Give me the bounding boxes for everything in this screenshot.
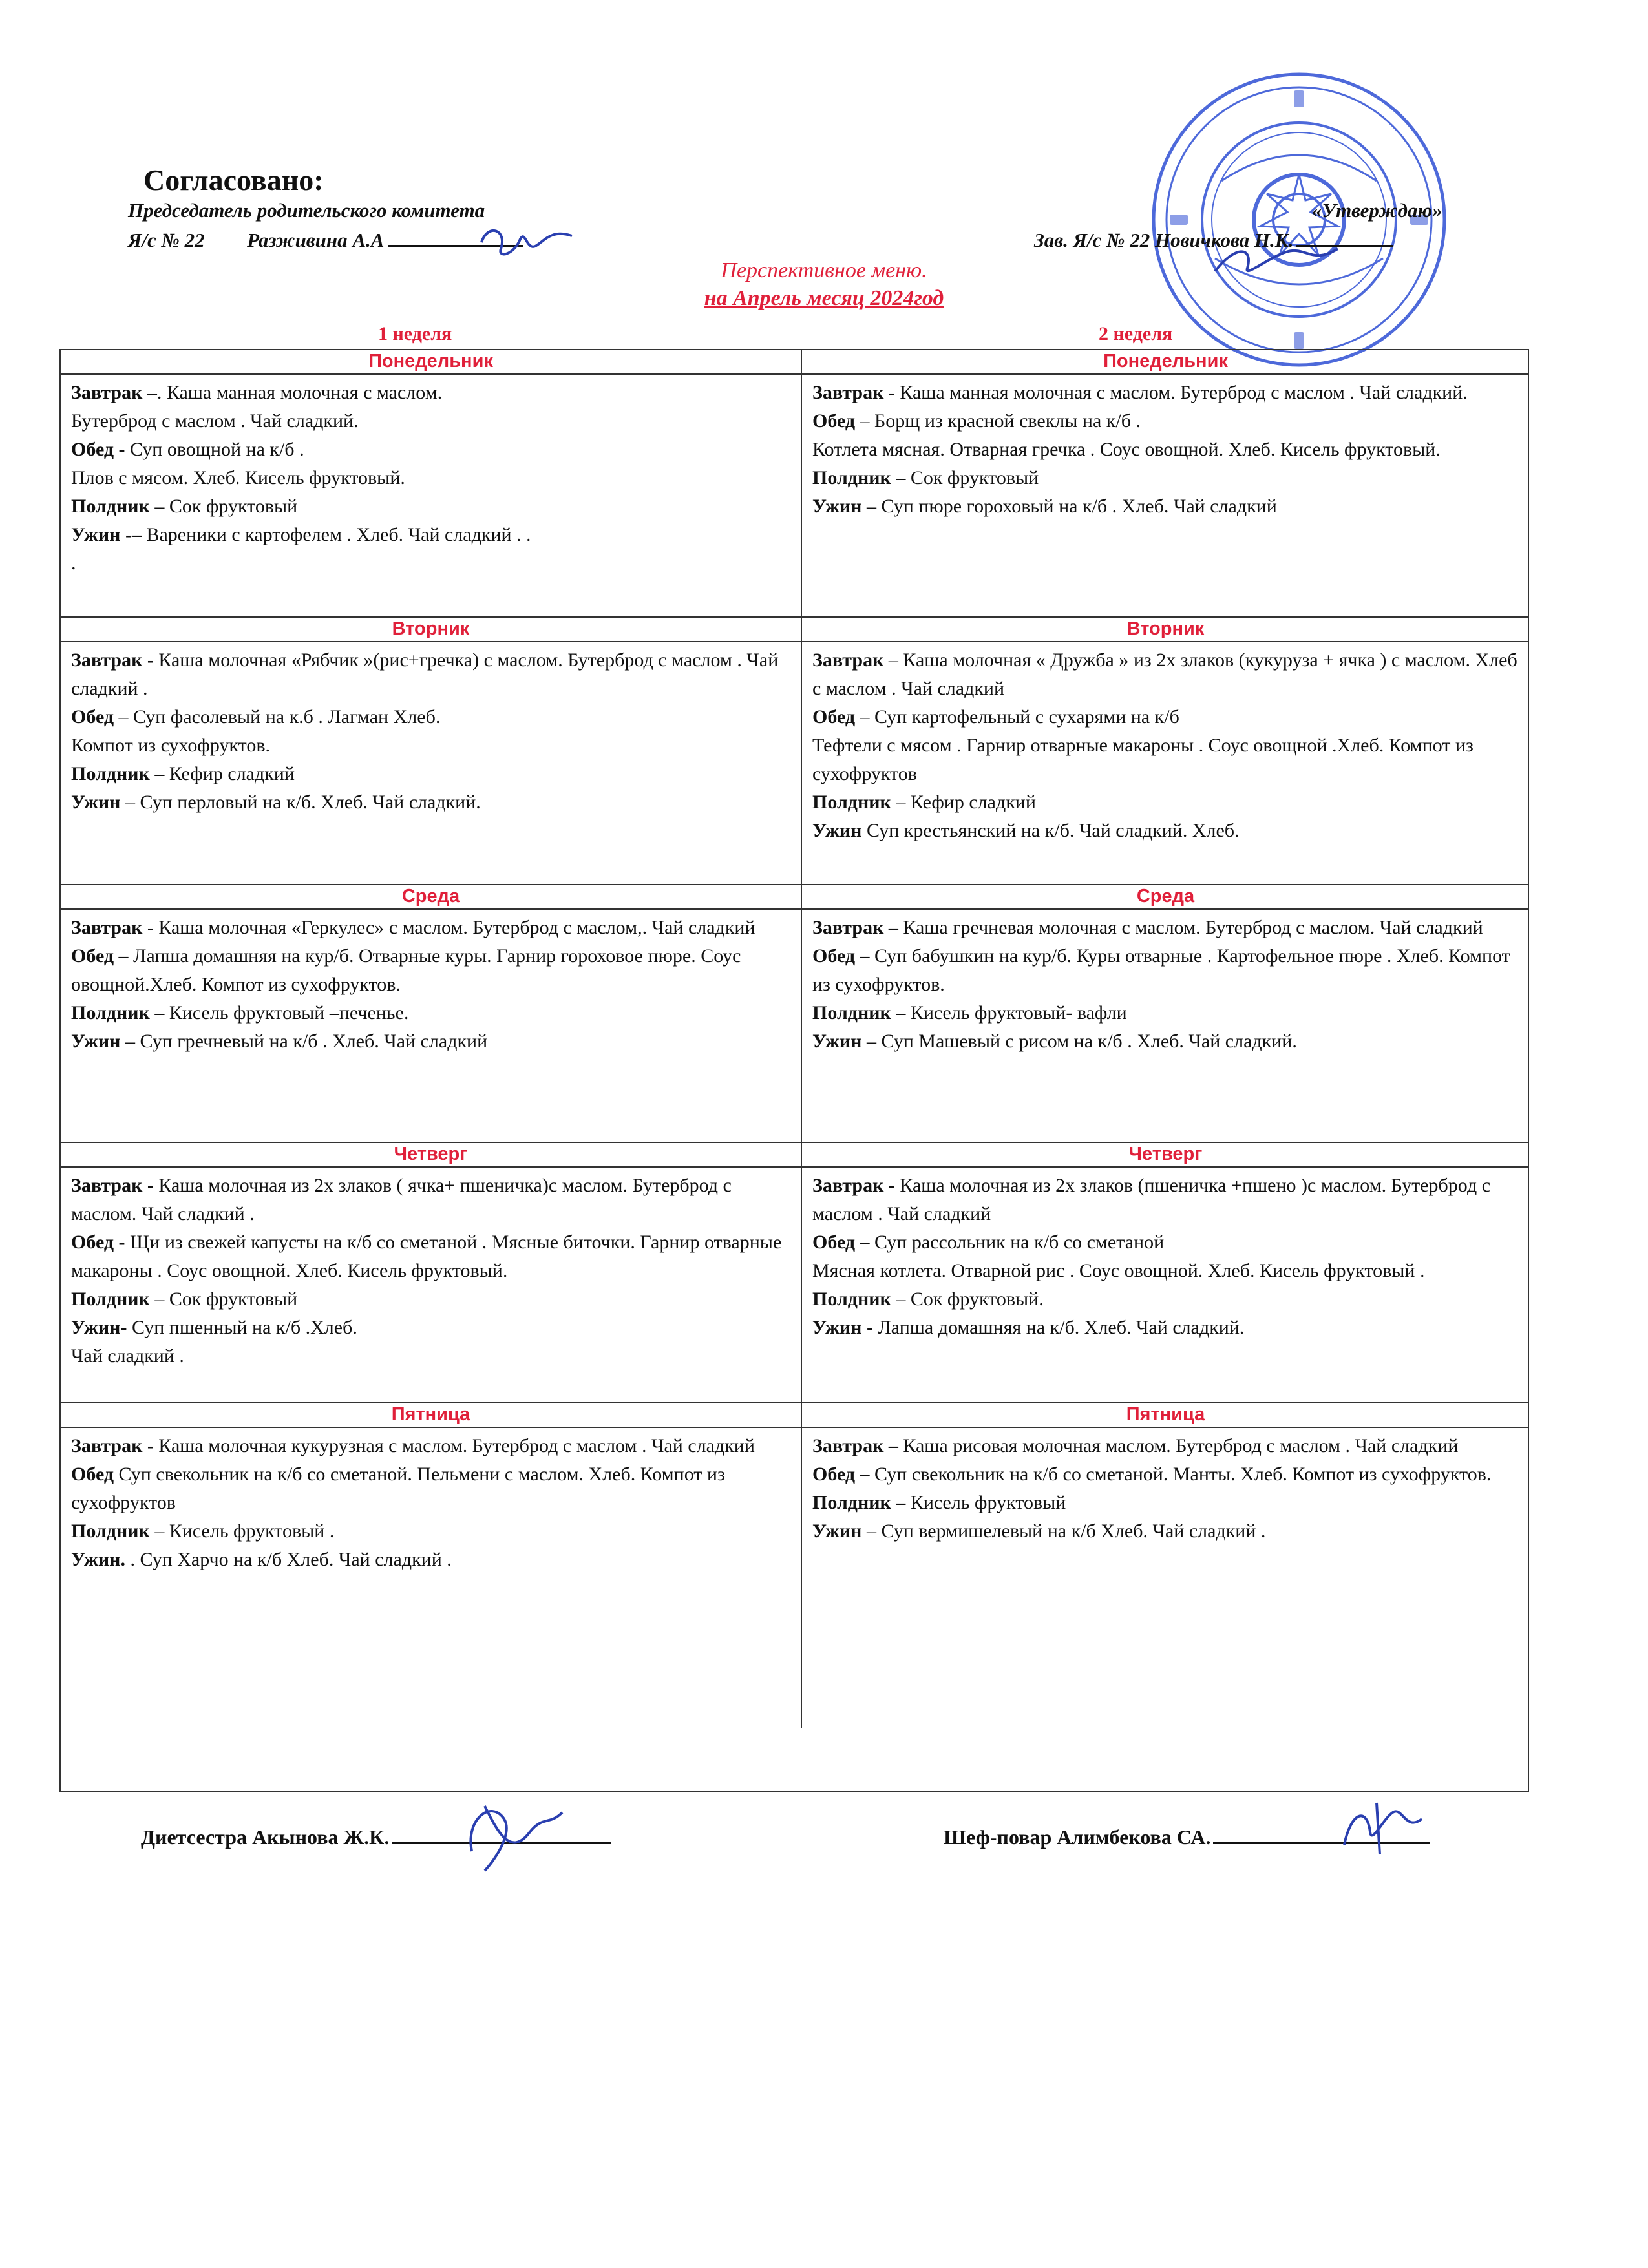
meal-text: Каша молочная из 2х злаков ( ячка+ пшеничка)с маслом. Бутерброд с маслом. Чай сладкий . — [71, 1175, 732, 1224]
meal-label: Полдник — [71, 1288, 150, 1310]
meal-text: – Кисель фруктовый- вафли — [891, 1002, 1127, 1024]
meal-text: Компот из сухофруктов. — [71, 735, 270, 756]
meal-text: – Кисель фруктовый . — [149, 1520, 335, 1542]
meal-text: Суп крестьянский на к/б. Чай сладкий. Хлеб. — [861, 820, 1240, 841]
meal-text: – Кисель фруктовый –печенье. — [149, 1002, 409, 1024]
dietsister-signature-line — [141, 1825, 611, 1849]
meal-label: Ужин — [71, 1031, 121, 1052]
meal-text: Лапша домашняя на кур/б. Отварные куры. Гарнир гороховое пюре. Соус овощной.Хлеб. Компот из сухофруктов. — [71, 945, 741, 995]
meal-text: – Суп пюре гороховый на к/б . Хлеб. Чай сладкий — [861, 496, 1277, 517]
week-2-label: 2 неделя — [1099, 323, 1173, 344]
meal-line — [71, 1517, 792, 1546]
meal-label: Завтрак - — [71, 649, 154, 671]
meal-line — [71, 379, 792, 407]
meal-label: Завтрак - — [71, 1435, 154, 1456]
meal-label: Полдник — [71, 496, 150, 517]
menu-title: Перспективное меню. — [721, 258, 927, 282]
meal-text: . Суп Харчо на к/б Хлеб. Чай сладкий . — [125, 1549, 452, 1570]
day-header-week2: Понедельник — [802, 350, 1529, 375]
meal-line — [812, 1432, 1520, 1460]
chef-name: Шеф-повар Алимбекова СА. — [944, 1825, 1211, 1849]
meal-text: Суп свекольник на к/б со сметаной. Пельмени с маслом. Хлеб. Компот из сухофруктов — [71, 1464, 725, 1513]
meal-label: Полдник — [71, 1002, 150, 1024]
meal-line — [812, 942, 1520, 999]
meal-line — [812, 914, 1520, 942]
meal-label: Полдник — [812, 467, 891, 488]
meal-text: Мясная котлета. Отварной рис . Соус овощной. Хлеб. Кисель фруктовый . — [812, 1260, 1425, 1281]
meal-text: Каша молочная «Рябчик »(рис+гречка) с маслом. Бутерброд с маслом . Чай сладкий . — [71, 649, 779, 699]
kindergarten-head: Зав. Я/с № 22 Новичкова Н.К. — [1034, 229, 1294, 251]
meal-line — [71, 1460, 792, 1517]
meal-text: – Суп Машевый с рисом на к/б . Хлеб. Чай сладкий. — [861, 1031, 1297, 1052]
meal-label: Завтрак - — [812, 1175, 895, 1196]
menu-cell-week1 — [61, 375, 802, 618]
meal-line — [71, 549, 792, 578]
meal-label: Обед — [812, 410, 856, 432]
meal-line — [812, 999, 1520, 1027]
meal-text: Чай сладкий . — [71, 1345, 184, 1367]
meal-label: Ужин — [812, 1031, 862, 1052]
menu-cell-week1 — [61, 1168, 802, 1403]
meal-label: Ужин — [812, 496, 862, 517]
meal-label: Полдник — [812, 792, 891, 813]
day-header-week2: Среда — [802, 885, 1529, 910]
day-header-week2: Вторник — [802, 618, 1529, 642]
signature-blank — [1213, 1842, 1430, 1844]
chairman-name: Разживина А.А — [247, 229, 385, 251]
meal-label: Обед — [71, 1464, 114, 1485]
meal-line — [71, 1432, 792, 1460]
meal-line — [71, 1228, 792, 1285]
meal-line — [812, 1228, 1520, 1257]
meal-line — [812, 1517, 1520, 1546]
meal-text: –. Каша манная молочная с маслом. — [142, 382, 443, 403]
meal-line — [71, 407, 792, 436]
signature-blank — [392, 1842, 611, 1844]
meal-line — [812, 407, 1520, 436]
meal-line — [71, 521, 792, 549]
meal-line — [812, 436, 1520, 464]
parents-committee-chairman: Председатель родительского комитета — [128, 199, 485, 222]
day-header-week1: Понедельник — [61, 350, 802, 375]
meal-text: – Суп картофельный с сухарями на к/б — [855, 706, 1179, 728]
meal-text: Суп пшенный на к/б .Хлеб. — [127, 1317, 357, 1338]
meal-text: Плов с мясом. Хлеб. Кисель фруктовый. — [71, 467, 405, 488]
week-1-label: 1 неделя — [378, 323, 452, 344]
meal-line — [71, 436, 792, 464]
meal-line — [71, 788, 792, 817]
dietsister-name: Диетсестра Акынова Ж.К. — [141, 1825, 390, 1849]
meal-line — [71, 731, 792, 760]
meal-label: Ужин — [812, 820, 862, 841]
meal-label: Завтрак – — [812, 917, 898, 938]
meal-text: Каша манная молочная с маслом. Бутерброд с маслом . Чай сладкий. — [894, 382, 1468, 403]
meal-label: Завтрак – — [812, 1435, 898, 1456]
meal-line — [71, 1546, 792, 1574]
meal-line — [812, 1460, 1520, 1489]
menu-cell-week2 — [802, 910, 1529, 1143]
chef-signature-line — [944, 1825, 1430, 1849]
meal-text: – Суп гречневый на к/б . Хлеб. Чай сладкий — [120, 1031, 488, 1052]
menu-cell-week2 — [802, 642, 1529, 885]
day-header-week2: Пятница — [802, 1403, 1529, 1428]
meal-line — [812, 703, 1520, 731]
meal-label: Полдник — [71, 763, 150, 784]
meal-text: – Сок фруктовый. — [891, 1288, 1044, 1310]
signature-blank — [388, 245, 523, 247]
meal-label: Полдник – — [812, 1492, 906, 1513]
meal-label: Ужин — [812, 1520, 862, 1542]
meal-label: Полдник — [812, 1002, 891, 1024]
meal-text: – Сок фруктовый — [891, 467, 1039, 488]
meal-line — [812, 731, 1520, 788]
meal-text: Каша гречневая молочная с маслом. Бутерброд с маслом. Чай сладкий — [898, 917, 1483, 938]
head-signature-line — [1034, 229, 1393, 252]
meal-line — [71, 646, 792, 703]
meal-text: – Сок фруктовый — [149, 496, 298, 517]
meal-text: . — [71, 552, 76, 574]
meal-line — [812, 1285, 1520, 1314]
meal-line — [812, 464, 1520, 492]
menu-cell-week2 — [802, 375, 1529, 618]
meal-text: – Кефир сладкий — [891, 792, 1036, 813]
menu-cell-week1 — [61, 910, 802, 1143]
day-header-week1: Вторник — [61, 618, 802, 642]
meal-line — [812, 788, 1520, 817]
meal-line — [812, 646, 1520, 703]
meal-text: Суп овощной на к/б . — [125, 439, 304, 460]
meal-text: Котлета мясная. Отварная гречка . Соус овощной. Хлеб. Кисель фруктовый. — [812, 439, 1441, 460]
meal-text: – Кефир сладкий — [149, 763, 295, 784]
day-header-week2: Четверг — [802, 1143, 1529, 1168]
menu-subtitle: на Апрель месяц 2024год — [704, 286, 944, 310]
day-header-week1: Четверг — [61, 1143, 802, 1168]
meal-line — [71, 1171, 792, 1228]
meal-line — [812, 492, 1520, 521]
meal-label: Полдник — [71, 1520, 150, 1542]
meal-label: Завтрак - — [71, 1175, 154, 1196]
meal-label: Обед — [812, 706, 856, 728]
meal-line — [71, 914, 792, 942]
meal-text: Вареники с картофелем . Хлеб. Чай сладкий . . — [141, 524, 531, 545]
meal-text: Щи из свежей капусты на к/б со сметаной . Мясные биточки. Гарнир отварные макароны . Соус овощной. Хлеб. Кисель фруктовый. — [71, 1232, 782, 1281]
kindergarten-number: Я/с № 22 — [128, 229, 205, 251]
meal-text: Каша рисовая молочная маслом. Бутерброд с маслом . Чай сладкий — [898, 1435, 1459, 1456]
menu-cell-week2 — [802, 1168, 1529, 1403]
meal-line — [812, 1489, 1520, 1517]
menu-cell-week2 — [802, 1428, 1529, 1728]
menu-cell-week1 — [61, 642, 802, 885]
meal-line — [71, 1342, 792, 1370]
meal-label: Полдник — [812, 1288, 891, 1310]
meal-label: Обед - — [71, 1232, 125, 1253]
meal-text: Суп бабушкин на кур/б. Куры отварные . Картофельное пюре . Хлеб. Компот из сухофруктов. — [812, 945, 1510, 995]
meal-label: Завтрак — [812, 649, 884, 671]
meal-line — [71, 464, 792, 492]
meal-line — [812, 1257, 1520, 1285]
meal-label: Ужин- — [71, 1317, 127, 1338]
meal-line — [71, 492, 792, 521]
meal-label: Ужин - — [812, 1317, 873, 1338]
meal-text: Кисель фруктовый — [905, 1492, 1066, 1513]
meal-label: Обед – — [812, 945, 870, 967]
meal-line — [71, 703, 792, 731]
meal-label: Завтрак — [71, 382, 143, 403]
meal-line — [71, 999, 792, 1027]
day-header-week1: Пятница — [61, 1403, 802, 1428]
meal-label: Ужин -– — [71, 524, 142, 545]
meal-text: – Каша молочная « Дружба » из 2х злаков (кукуруза + ячка ) с маслом. Хлеб с маслом . Чай сладкий — [812, 649, 1517, 699]
meal-line — [812, 1314, 1520, 1342]
meal-text: – Сок фруктовый — [149, 1288, 298, 1310]
signature-blank — [1296, 245, 1393, 247]
meal-text: Бутерброд с маслом . Чай сладкий. — [71, 410, 359, 432]
meal-label: Ужин. — [71, 1549, 125, 1570]
approve-label: «Утверждаю» — [1312, 199, 1442, 222]
meal-line — [812, 817, 1520, 845]
meal-text: Тефтели с мясом . Гарнир отварные макароны . Соус овощной .Хлеб. Компот из сухофруктов — [812, 735, 1474, 784]
meal-line — [812, 1027, 1520, 1056]
meal-text: – Борщ из красной свеклы на к/б . — [855, 410, 1141, 432]
meal-text: – Суп вермишелевый на к/б Хлеб. Чай сладкий . — [861, 1520, 1266, 1542]
meal-label: Обед — [71, 706, 114, 728]
meal-line — [71, 1027, 792, 1056]
meal-line — [812, 379, 1520, 407]
meal-text: Каша молочная из 2х злаков (пшеничка +пшено )с маслом. Бутерброд с маслом . Чай сладкий — [812, 1175, 1491, 1224]
meal-line — [71, 1314, 792, 1342]
meal-line — [71, 942, 792, 999]
meal-text: Каша молочная кукурузная с маслом. Бутерброд с маслом . Чай сладкий — [153, 1435, 755, 1456]
meal-label: Обед – — [71, 945, 129, 967]
meal-text: Суп рассольник на к/б со сметаной — [869, 1232, 1165, 1253]
meal-line — [71, 760, 792, 788]
meal-label: Завтрак - — [71, 917, 154, 938]
meal-text: – Суп фасолевый на к.б . Лагман Хлеб. — [114, 706, 441, 728]
meal-text: Суп свекольник на к/б со сметаной. Манты. Хлеб. Компот из сухофруктов. — [869, 1464, 1492, 1485]
meal-text: Каша молочная «Геркулес» с маслом. Бутерброд с маслом,. Чай сладкий — [153, 917, 755, 938]
meal-line — [812, 1171, 1520, 1228]
menu-table — [59, 349, 1529, 1792]
meal-text: – Суп перловый на к/б. Хлеб. Чай сладкий. — [120, 792, 481, 813]
day-header-week1: Среда — [61, 885, 802, 910]
meal-text: Лапша домашняя на к/б. Хлеб. Чай сладкий. — [872, 1317, 1245, 1338]
chairman-signature-line — [128, 229, 523, 252]
menu-cell-week1 — [61, 1428, 802, 1728]
meal-label: Обед – — [812, 1232, 870, 1253]
meal-label: Завтрак - — [812, 382, 895, 403]
meal-line — [71, 1285, 792, 1314]
agreed-title: Согласовано: — [143, 163, 324, 196]
meal-label: Ужин — [71, 792, 121, 813]
meal-label: Обед - — [71, 439, 125, 460]
meal-label: Обед – — [812, 1464, 870, 1485]
